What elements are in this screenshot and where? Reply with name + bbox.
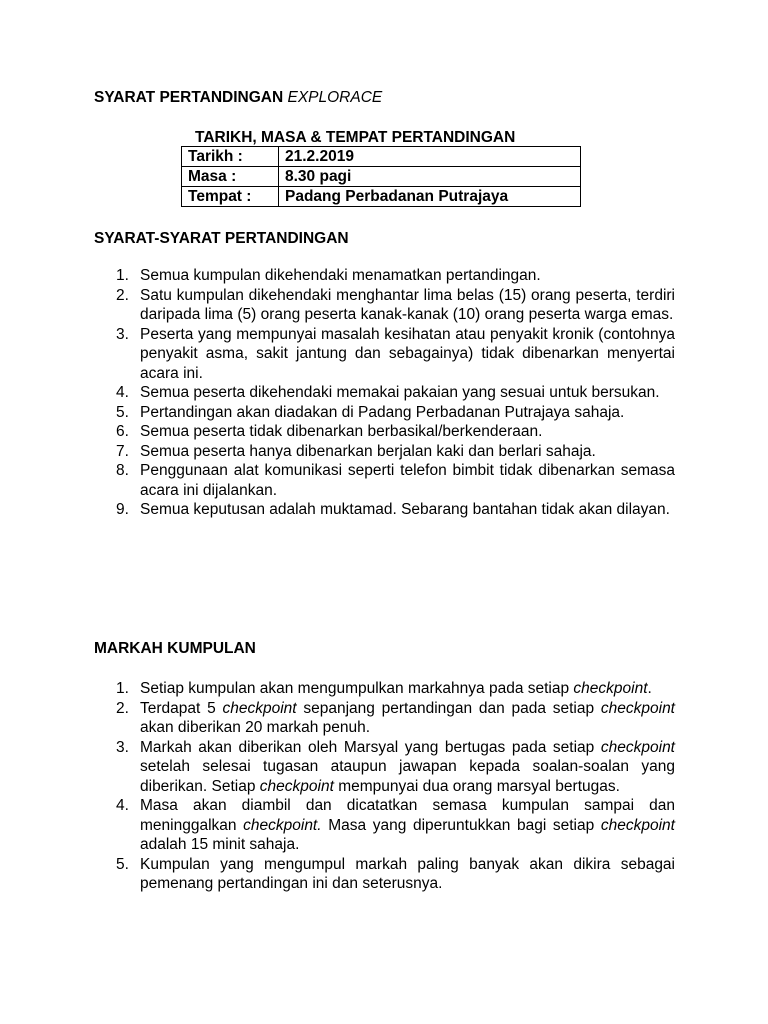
list-text: Semua kumpulan dikehendaki menamatkan pertandingan. <box>140 267 541 284</box>
list-text: . <box>647 680 652 697</box>
list-item <box>116 679 675 699</box>
info-table <box>181 146 581 207</box>
title-italic: EXPLORACE <box>287 89 383 106</box>
info-value: 8.30 pagi <box>279 167 581 187</box>
list-number: 6. <box>116 423 129 440</box>
list-text: Semua peserta dikehendaki memakai pakaian yang sesuai untuk bersukan. <box>140 384 660 401</box>
list-text-italic: checkpoint <box>222 699 297 717</box>
info-row-place <box>182 187 581 207</box>
list-number: 9. <box>116 501 129 518</box>
list-text: akan diberikan 20 markah penuh. <box>140 719 371 736</box>
list-text: Semua peserta hanya dibenarkan berjalan kaki dan berlari sahaja. <box>140 442 596 460</box>
list-item <box>116 422 675 442</box>
list-text: Penggunaan alat komunikasi seperti telefon bimbit tidak dibenarkan semasa acara ini dijalankan. <box>140 462 675 499</box>
list-text: Semua peserta tidak dibenarkan berbasikal/berkenderaan. <box>140 423 543 440</box>
list-text-italic: checkpoint. <box>243 816 322 834</box>
list-text: Markah akan diberikan oleh Marsyal yang bertugas pada setiap <box>140 738 601 756</box>
list-item <box>116 325 675 384</box>
info-row-date <box>182 147 581 167</box>
list-item <box>116 442 675 462</box>
list-item <box>116 796 675 855</box>
section-heading-marks: MARKAH KUMPULAN <box>94 640 256 657</box>
list-text: Satu kumpulan dikehendaki menghantar lima belas (15) orang peserta, terdiri daripada lima (5) orang peserta kanak-kanak (10) orang peserta warga emas. <box>140 286 675 323</box>
info-value: 21.2.2019 <box>279 147 581 167</box>
list-number: 3. <box>116 738 129 756</box>
list-item <box>116 500 675 520</box>
list-item <box>116 286 675 325</box>
list-text: Masa yang diperuntukkan bagi setiap <box>321 816 601 834</box>
list-number: 3. <box>116 325 129 343</box>
list-text: Setiap kumpulan akan mengumpulkan markahnya pada setiap <box>140 680 574 697</box>
list-item <box>116 383 675 403</box>
info-label: Tarikh : <box>182 147 279 167</box>
list-number: 1. <box>116 267 129 284</box>
info-row-time <box>182 167 581 187</box>
list-text: sepanjang pertandingan dan pada setiap <box>296 699 601 717</box>
list-item <box>116 403 675 423</box>
list-item <box>116 855 675 894</box>
title-text: SYARAT PERTANDINGAN <box>94 89 288 106</box>
list-text: Kumpulan yang mengumpul markah paling banyak akan dikira sebagai pemenang pertandingan ini dan seterusnya. <box>140 855 675 892</box>
list-number: 2. <box>116 699 129 717</box>
list-text: Semua keputusan adalah muktamad. Sebarang bantahan tidak akan dilayan. <box>140 501 670 518</box>
info-label: Masa : <box>182 167 279 187</box>
list-text-italic: checkpoint <box>600 699 675 717</box>
list-item <box>116 266 675 286</box>
list-text-italic: checkpoint <box>573 680 648 697</box>
marks-list <box>116 679 675 894</box>
list-number: 4. <box>116 797 129 814</box>
list-text: Masa akan diambil dan dicatatkan semasa kumpulan sampai dan meninggalkan <box>140 797 675 834</box>
list-number: 5. <box>116 855 129 873</box>
list-item <box>116 738 675 797</box>
list-number: 2. <box>116 286 129 304</box>
section-heading-rules: SYARAT-SYARAT PERTANDINGAN <box>94 230 349 247</box>
info-label: Tempat : <box>182 187 279 207</box>
list-number: 8. <box>116 462 129 479</box>
list-number: 1. <box>116 680 129 697</box>
list-text: mempunyai dua orang marsyal bertugas. <box>333 777 620 795</box>
document-title <box>94 88 382 108</box>
rules-list <box>116 266 675 520</box>
list-text-italic: checkpoint <box>259 777 334 795</box>
list-number: 4. <box>116 384 129 401</box>
list-number: 5. <box>116 403 129 421</box>
info-value: Padang Perbadanan Putrajaya <box>279 187 581 207</box>
list-text-italic: checkpoint <box>600 738 675 756</box>
list-number: 7. <box>116 442 129 460</box>
list-text: setelah selesai tugasan ataupun jawapan kepada soalan-soalan yang diberikan. Setiap <box>140 758 675 795</box>
list-text: Pertandingan akan diadakan di Padang Perbadanan Putrajaya sahaja. <box>140 403 625 421</box>
list-item <box>116 699 675 738</box>
list-text: Terdapat 5 <box>140 699 223 717</box>
list-text: Peserta yang mempunyai masalah kesihatan atau penyakit kronik (contohnya penyakit asma, sakit jantung dan sebagainya) tidak dibenarkan menyertai acara ini. <box>140 325 675 382</box>
list-text: adalah 15 minit sahaja. <box>140 836 300 853</box>
list-item <box>116 461 675 500</box>
list-text-italic: checkpoint <box>600 816 675 834</box>
info-table-title: TARIKH, MASA & TEMPAT PERTANDINGAN <box>195 129 516 146</box>
